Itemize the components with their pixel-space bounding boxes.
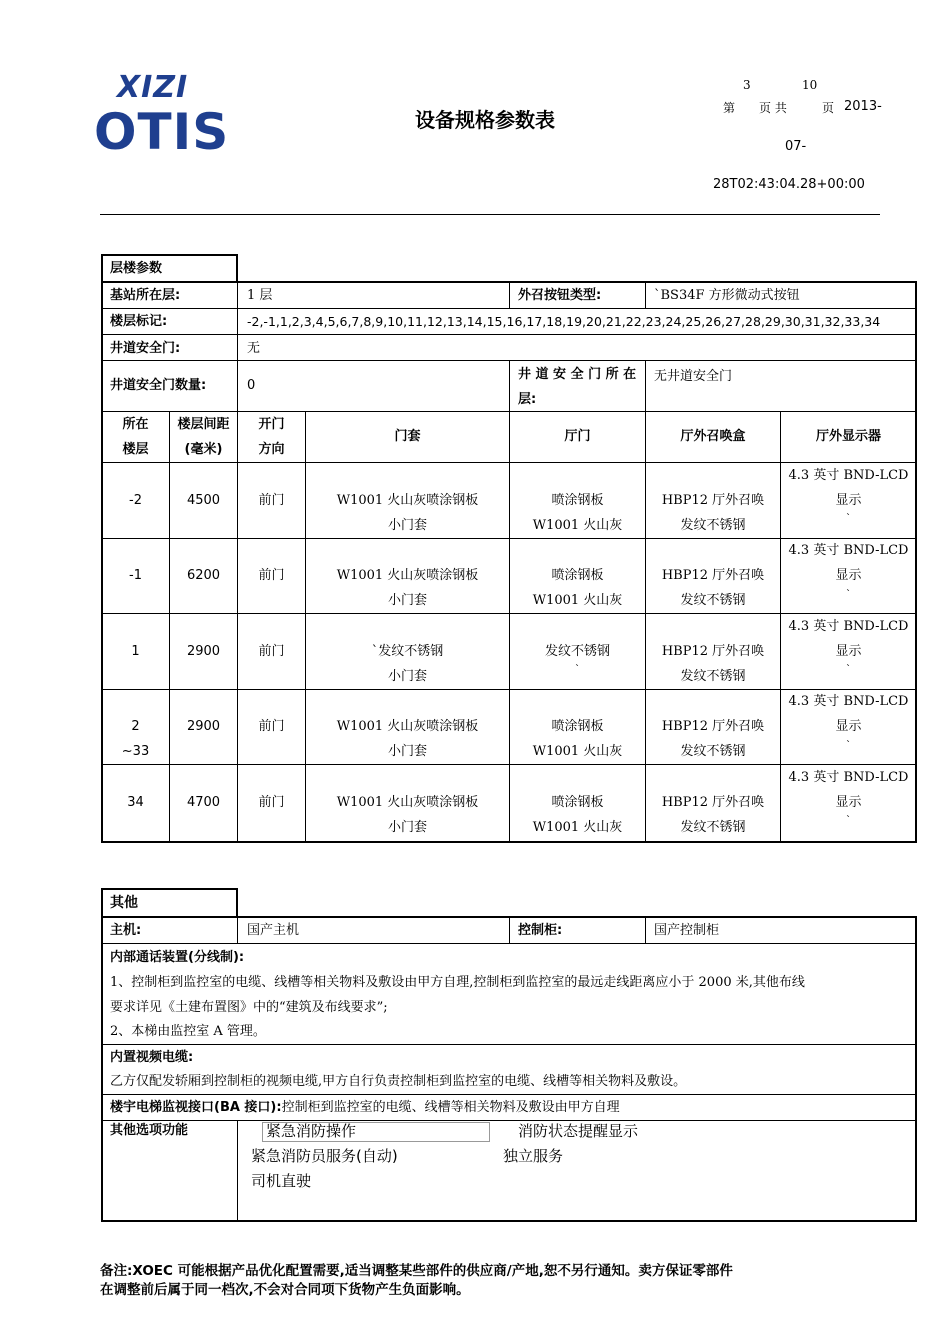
row-box-2: 发纹不锈钢 xyxy=(680,518,746,533)
row-floor: -1 xyxy=(129,568,142,583)
shaft-door-count-label: 井道安全门数量: xyxy=(110,378,207,393)
row-door-dir: 前门 xyxy=(258,644,285,659)
row-divider xyxy=(102,943,916,944)
intercom-line-3: 2、本梯由监控室 A 管理。 xyxy=(110,1024,266,1039)
row-frame-2: 小门套 xyxy=(387,820,427,835)
col-divider xyxy=(305,411,306,842)
row-door-dir: 前门 xyxy=(258,719,285,734)
row-spacing: 4500 xyxy=(186,493,221,508)
row-disp-2: 显示 xyxy=(835,644,862,659)
col-divider xyxy=(509,282,510,308)
col-header-floor-2: 楼层 xyxy=(122,442,149,457)
option-emergency-fire: 紧急消防操作 xyxy=(266,1122,357,1140)
footer-note xyxy=(100,1262,890,1300)
call-button-label: 外召按钮类型: xyxy=(518,288,602,303)
header-divider xyxy=(100,214,880,215)
base-station-label: 基站所在层: xyxy=(110,288,181,303)
row-disp-2: 显示 xyxy=(835,493,862,508)
row-frame-2: 小门套 xyxy=(387,669,427,684)
row-frame-2: 小门套 xyxy=(387,593,427,608)
intercom-line-2: 要求详见《土建布置图》中的“建筑及布线要求”; xyxy=(110,1000,388,1015)
date-line-3: 28T02:43:04.28+00:00 xyxy=(713,177,865,192)
floor-marks-label: 楼层标记: xyxy=(110,314,168,329)
row-spacing: 4700 xyxy=(186,795,221,810)
col-divider xyxy=(645,360,646,411)
row-frame-1: W1001 火山灰喷涂钢板 xyxy=(336,719,479,734)
col-divider xyxy=(237,1120,238,1220)
call-button-value: `BS34F 方形微动式按钮 xyxy=(654,288,800,303)
row-floor: -2 xyxy=(129,493,142,508)
intercom-title: 内部通话装置(分线制): xyxy=(110,950,245,965)
footer-note-line-2: 在调整前后属于同一档次,不会对合同项下货物产生负面影响。 xyxy=(100,1282,470,1298)
row-door-2: W1001 火山灰 xyxy=(532,518,623,533)
shaft-door-value: 无 xyxy=(247,341,261,356)
row-door-2: W1001 火山灰 xyxy=(532,593,623,608)
col-header-spacing-2: (毫米) xyxy=(184,442,223,457)
col-header-display: 厅外显示器 xyxy=(815,429,881,444)
page-label-di: 第 xyxy=(723,101,736,115)
row-box-1: HBP12 厅外召唤 xyxy=(661,795,765,810)
intercom-line-1: 1、控制柜到监控室的电缆、线槽等相关物料及敷设由甲方自理,控制柜到监控室的最远走线距离应小于 2000 米,其他布线 xyxy=(110,975,805,990)
row-door-dir: 前门 xyxy=(258,795,285,810)
row-box-2: 发纹不锈钢 xyxy=(680,593,746,608)
col-divider xyxy=(237,917,238,943)
cabinet-label: 控制柜: xyxy=(518,923,563,938)
shaft-door-count-value: 0 xyxy=(247,378,256,393)
row-door-2: W1001 火山灰 xyxy=(532,820,623,835)
page-number: 3 xyxy=(743,78,751,92)
row-door-1: 喷涂钢板 xyxy=(551,795,604,810)
col-divider xyxy=(509,360,510,411)
row-divider xyxy=(102,334,916,335)
options-label: 其他选项功能 xyxy=(110,1123,189,1138)
host-value: 国产主机 xyxy=(247,923,300,938)
col-header-floor-1: 所在 xyxy=(122,417,149,432)
shaft-door-label: 井道安全门: xyxy=(110,341,181,356)
row-disp-3: ` xyxy=(846,513,851,524)
page-title: 设备规格参数表 xyxy=(415,108,555,132)
col-divider xyxy=(645,411,646,842)
row-spacing: 2900 xyxy=(186,719,221,734)
col-header-call-box: 厅外召唤盒 xyxy=(680,429,746,444)
option-fire-status-display: 消防状态提醒显示 xyxy=(518,1122,639,1140)
floor-section-title: 层楼参数 xyxy=(110,261,163,276)
row-door-1: 发纹不锈钢 xyxy=(544,644,610,659)
row-divider xyxy=(102,1120,916,1121)
row-spacing: 2900 xyxy=(186,644,221,659)
row-disp-1: 4.3 英寸 BND-LCD xyxy=(788,694,909,709)
row-floor-2: ~33 xyxy=(121,744,150,759)
shaft-door-floor-label-2: 层: xyxy=(518,392,537,407)
row-box-1: HBP12 厅外召唤 xyxy=(661,644,765,659)
row-disp-3: ` xyxy=(846,740,851,751)
row-disp-3: ` xyxy=(846,815,851,826)
row-disp-1: 4.3 英寸 BND-LCD xyxy=(788,468,909,483)
base-station-value: 1 层 xyxy=(247,288,273,303)
row-disp-2: 显示 xyxy=(835,795,862,810)
video-text: 乙方仅配发轿厢到控制柜的视频电缆,甲方自行负责控制柜到监控室的电缆、线槽等相关物料及敷设。 xyxy=(110,1074,687,1089)
row-frame-1: W1001 火山灰喷涂钢板 xyxy=(336,795,479,810)
row-floor: 34 xyxy=(127,795,144,810)
col-divider xyxy=(169,411,170,842)
col-divider xyxy=(237,411,238,842)
otis-logo-text: OTIS xyxy=(94,103,230,161)
row-box-1: HBP12 厅外召唤 xyxy=(661,568,765,583)
other-section-title: 其他 xyxy=(110,895,138,911)
row-spacing: 6200 xyxy=(186,568,221,583)
page-label-ye: 页 共 xyxy=(759,101,787,115)
row-door-2: ` xyxy=(575,664,580,675)
col-header-hall-door: 厅门 xyxy=(564,429,591,444)
page-total: 10 xyxy=(802,78,818,92)
col-header-door-frame: 门套 xyxy=(394,429,421,444)
row-door-dir: 前门 xyxy=(258,568,285,583)
row-disp-3: ` xyxy=(846,589,851,600)
floor-marks-value: -2,-1,1,2,3,4,5,6,7,8,9,10,11,12,13,14,15,16,17,18,19,20,21,22,23,24,25,26,27,28,29,30,31,32,33,34 xyxy=(247,314,881,329)
option-firefighter-service: 紧急消防员服务(自动) xyxy=(251,1147,398,1165)
row-disp-3: ` xyxy=(846,664,851,675)
date-line-1: 2013- xyxy=(844,99,882,114)
col-divider xyxy=(645,917,646,943)
xizi-logo-text: XIZI xyxy=(117,70,189,105)
row-box-2: 发纹不锈钢 xyxy=(680,669,746,684)
row-frame-2: 小门套 xyxy=(387,744,427,759)
row-box-2: 发纹不锈钢 xyxy=(680,744,746,759)
option-attendant-nonstop: 司机直驶 xyxy=(251,1172,312,1190)
date-line-2: 07- xyxy=(785,139,807,154)
row-disp-2: 显示 xyxy=(835,568,862,583)
col-divider xyxy=(509,411,510,842)
row-divider xyxy=(102,1044,916,1045)
footer-note-line-1: 备注:XOEC 可能根据产品优化配置需要,适当调整某些部件的供应商/产地,恕不另行通知。卖方保证零部件 xyxy=(100,1263,733,1279)
ba-title: 楼宇电梯监视接口(BA 接口): xyxy=(110,1100,282,1115)
cabinet-value: 国产控制柜 xyxy=(654,923,720,938)
col-header-spacing-1: 楼层间距 xyxy=(177,417,230,432)
shaft-door-floor-label-1: 井 道 安 全 门 所 在 xyxy=(518,367,637,382)
host-label: 主机: xyxy=(110,923,142,938)
video-title: 内置视频电缆: xyxy=(110,1050,194,1065)
row-disp-1: 4.3 英寸 BND-LCD xyxy=(788,619,909,634)
row-frame-1: `发纹不锈钢 xyxy=(371,644,444,659)
page-label-ye2: 页 xyxy=(822,101,835,115)
row-frame-1: W1001 火山灰喷涂钢板 xyxy=(336,493,479,508)
row-frame-2: 小门套 xyxy=(387,518,427,533)
row-box-2: 发纹不锈钢 xyxy=(680,820,746,835)
row-floor: 1 xyxy=(131,644,140,659)
col-divider xyxy=(509,917,510,943)
col-divider xyxy=(237,282,238,411)
row-box-1: HBP12 厅外召唤 xyxy=(661,719,765,734)
row-door-dir: 前门 xyxy=(258,493,285,508)
row-disp-2: 显示 xyxy=(835,719,862,734)
row-floor: 2 xyxy=(131,719,140,734)
row-door-1: 喷涂钢板 xyxy=(551,568,604,583)
row-door-1: 喷涂钢板 xyxy=(551,493,604,508)
col-divider xyxy=(645,282,646,308)
row-disp-1: 4.3 英寸 BND-LCD xyxy=(788,770,909,785)
ba-text: 控制柜到监控室的电缆、线槽等相关物料及敷设由甲方自理 xyxy=(281,1100,620,1115)
row-disp-1: 4.3 英寸 BND-LCD xyxy=(788,543,909,558)
col-header-door-dir-1: 开门 xyxy=(258,417,285,432)
row-door-2: W1001 火山灰 xyxy=(532,744,623,759)
row-frame-1: W1001 火山灰喷涂钢板 xyxy=(336,568,479,583)
row-box-1: HBP12 厅外召唤 xyxy=(661,493,765,508)
col-header-door-dir-2: 方向 xyxy=(258,442,285,457)
row-door-1: 喷涂钢板 xyxy=(551,719,604,734)
option-independent-service: 独立服务 xyxy=(503,1147,564,1165)
shaft-door-floor-value: 无井道安全门 xyxy=(654,369,733,384)
